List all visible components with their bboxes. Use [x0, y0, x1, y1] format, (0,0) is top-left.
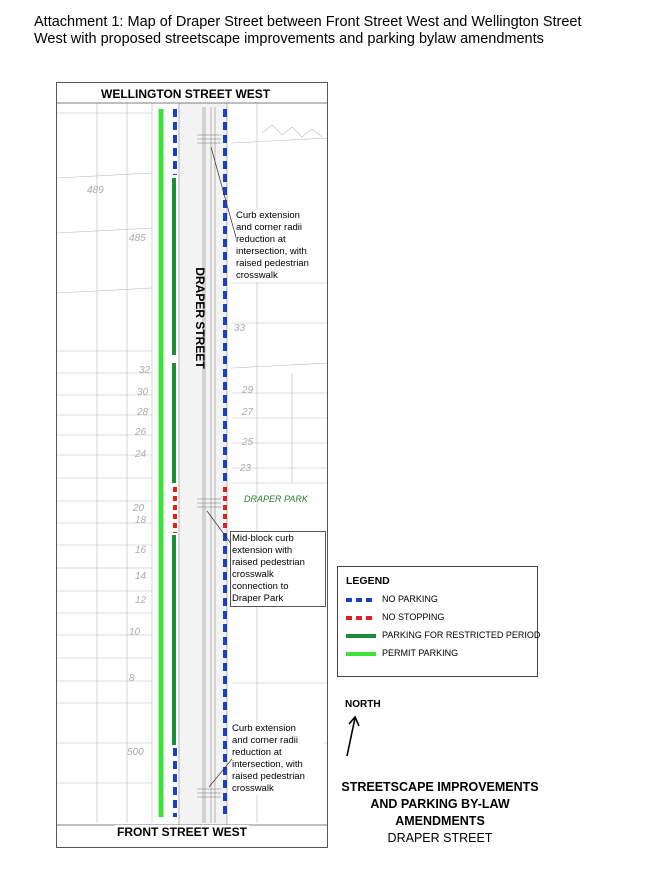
street-label-front: FRONT STREET WEST: [117, 825, 247, 839]
legend-title: LEGEND: [346, 575, 390, 587]
property-number: 485: [129, 233, 146, 244]
property-number: 27: [242, 407, 254, 418]
north-arrow-icon: [343, 712, 363, 760]
property-number: 33: [234, 323, 246, 334]
legend-item-permit-parking: PERMIT PARKING: [346, 647, 458, 659]
no-parking-swatch: [346, 598, 376, 602]
note-mid-block: Mid-block curb extension with raised pedestrian crosswalk connection to Draper Park: [230, 531, 326, 607]
north-label: NORTH: [345, 699, 381, 710]
street-label-wellington: WELLINGTON STREET WEST: [101, 87, 271, 101]
property-number: 16: [135, 545, 147, 556]
property-number: 25: [242, 437, 254, 448]
property-number: 10: [129, 627, 141, 638]
note-north-intersection: Curb extension and corner radii reduction at intersection, with raised pedestrian crosswalk: [236, 210, 326, 282]
property-number: 28: [137, 407, 149, 418]
caption-line-2: West with proposed streetscape improvements and parking bylaw amendments: [34, 31, 544, 47]
property-number: 20: [133, 503, 145, 514]
permit-parking-swatch: [346, 652, 376, 656]
property-number: 30: [137, 387, 149, 398]
parcel-lines-west: [57, 103, 152, 823]
property-number: 18: [135, 515, 147, 526]
property-number: 23: [240, 463, 252, 474]
property-number: 500: [127, 747, 144, 758]
title-line-2: AND PARKING BY-LAW: [370, 797, 510, 811]
property-number: 14: [135, 571, 147, 582]
property-number: 12: [135, 595, 147, 606]
title-line-1: STREETSCAPE IMPROVEMENTS: [341, 780, 539, 794]
restricted-parking-swatch: [346, 634, 376, 638]
figure-caption: [34, 14, 644, 48]
legend-item-restricted-parking: PARKING FOR RESTRICTED PERIOD: [346, 629, 540, 641]
legend-item-no-stopping: NO STOPPING: [346, 611, 444, 623]
property-number: 489: [87, 185, 104, 196]
park-label: DRAPER PARK: [244, 494, 308, 504]
property-number: 24: [135, 449, 147, 460]
note-south-intersection: Curb extension and corner radii reduction at intersection, with raised pedestrian crosswalk: [232, 723, 324, 795]
property-number: 32: [139, 365, 151, 376]
property-number: 29: [242, 385, 254, 396]
title-block: [330, 779, 550, 847]
title-line-4: DRAPER STREET: [387, 831, 493, 845]
legend: [337, 566, 541, 677]
title-line-3: AMENDMENTS: [395, 814, 485, 828]
caption-line-1: Attachment 1: Map of Draper Street between Front Street West and Wellington Street: [34, 14, 582, 30]
street-label-draper: DRAPER STREET: [193, 267, 207, 369]
property-number: 26: [135, 427, 147, 438]
property-numbers: [87, 185, 254, 758]
no-stopping-swatch: [346, 616, 376, 620]
legend-item-no-parking: NO PARKING: [346, 593, 438, 605]
property-number: 8: [129, 673, 135, 684]
